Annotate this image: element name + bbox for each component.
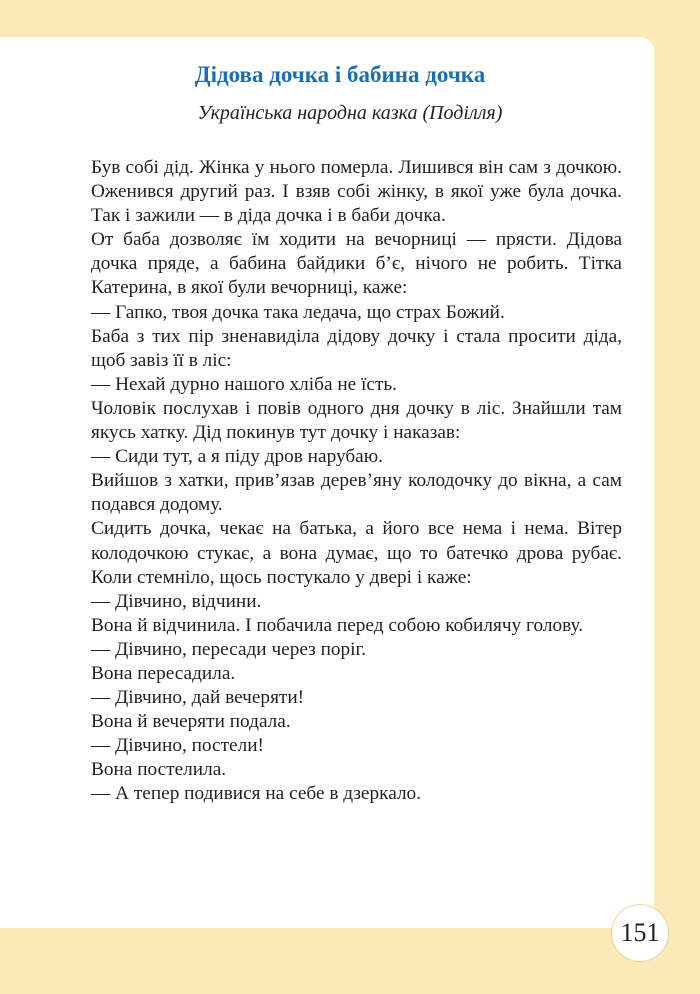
dialogue-line: — Дівчино, дай вечеряти! <box>91 687 305 709</box>
page-number: 151 <box>612 905 668 961</box>
paragraph: Вона й вечеряти подала. <box>91 711 291 733</box>
paragraph: Баба з тих пір зненавиділа дідову дочку і стала просити діда, щоб завіз її в ліс: <box>91 325 622 371</box>
dialogue-line: — Дівчино, постели! <box>91 735 264 757</box>
paragraph: Сидить дочка, чекає на батька, а його все нема і нема. Вітер колодочкою стукає, а вона думає, що то батечко дрова рубає. Коли стемніло, щось постукало у двері і каже: <box>91 518 622 588</box>
paragraph: Був собі дід. Жінка у нього померла. Лишився він сам з дочкою. Оженився другий раз. І взяв собі жінку, в якої уже була дочка. Так і зажили — в діда дочка і в баби дочка. <box>91 157 622 227</box>
dialogue-line: — А тепер подивися на себе в дзеркало. <box>91 783 422 805</box>
paragraph: От баба дозволяє їм ходити на вечорниці — прясти. Дідова дочка пряде, а бабина байдики б’є, нічого не робить. Тітка Катерина, в якої були вечорниці, каже: <box>91 229 622 299</box>
dialogue-line: — Дівчино, відчини. <box>91 590 262 612</box>
dialogue-line: — Сиди тут, а я піду дров нарубаю. <box>91 446 383 468</box>
paragraph: Вона пересадила. <box>91 662 236 684</box>
paragraph: Вийшов з хатки, прив’язав дерев’яну колодочку до вікна, а сам подався додому. <box>91 470 622 516</box>
paragraph: Вона постелила. <box>91 759 227 781</box>
paragraph: Чоловік послухав і повів одного дня дочку в ліс. Знайшли там якусь хатку. Дід покинув тут дочку і наказав: <box>91 397 622 444</box>
story-subtitle: Українська народна казка (Поділля) <box>197 102 503 124</box>
dialogue-line: — Нехай дурно нашого хліба не їсть. <box>91 373 397 395</box>
dialogue-line: — Гапко, твоя дочка така ледача, що страх Божий. <box>91 301 505 323</box>
dialogue-line: — Дівчино, пересади через поріг. <box>91 638 367 660</box>
paragraph: Вона й відчинила. І побачила перед собою кобилячу голову. <box>91 614 584 636</box>
story-text <box>91 156 622 807</box>
story-title: Дідова дочка і бабина дочка <box>194 62 486 87</box>
